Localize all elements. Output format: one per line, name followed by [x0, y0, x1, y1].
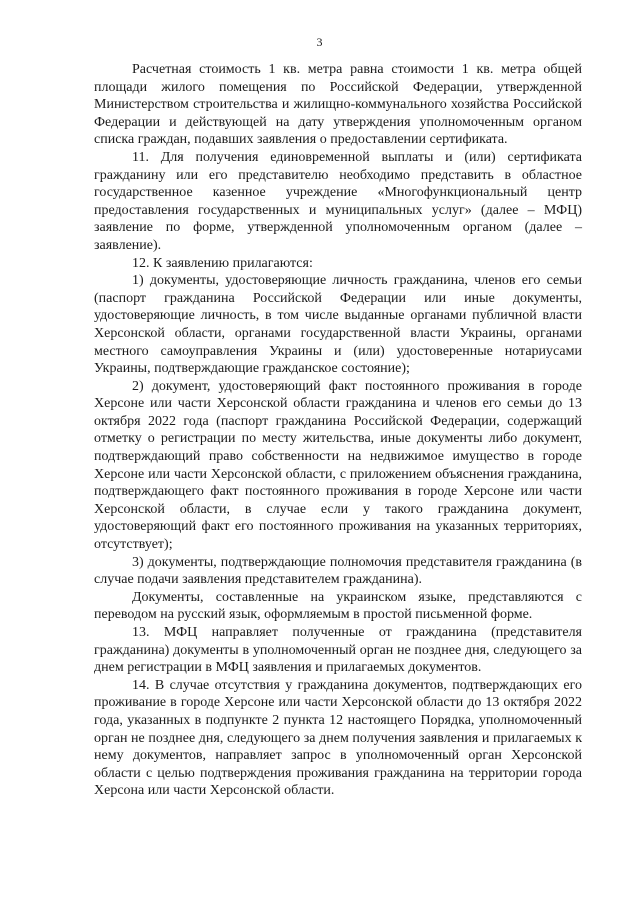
paragraph-11: 11. Для получения единовременной выплаты и (или) сертификата гражданину или его представителю необходимо представить в областное государственное казенное учреждение «Многофункциональный центр предоставления государственных и муниципальных услуг» (далее – МФЦ) заявление по форме, утвержденной уполномоченным органом (далее – заявление). [94, 149, 582, 253]
paragraph-12-item-3: 3) документы, подтверждающие полномочия представителя гражданина (в случае подачи заявления представителем гражданина). [94, 554, 582, 588]
paragraph-translation-note: Документы, составленные на украинском языке, представляются с переводом на русский язык, оформляемым в простой письменной форме. [94, 589, 582, 623]
paragraph-12-item-2: 2) документ, удостоверяющий факт постоянного проживания в городе Херсоне или части Херсонской области гражданина и членов его семьи до 13 октября 2022 года (паспорт гражданина Российской Федерации, содержащий отметку о регистрации по месту жительства, иные документы либо документ, подтверждающий право собственности на недвижимое имущество в городе Херсоне или части Херсонской области, с приложением объяснения гражданина, подтверждающего факт постоянного проживания в городе Херсоне или части Херсонской области, в случае если у такого гражданина документ, удостоверяющий факт его постоянного проживания на указанных территориях, отсутствует); [94, 378, 582, 553]
paragraph-12-heading: 12. К заявлению прилагаются: [132, 255, 313, 271]
document-body [94, 61, 582, 800]
paragraph-cost-definition: Расчетная стоимость 1 кв. метра равна стоимости 1 кв. метра общей площади жилого помещения по Российской Федерации, утвержденной Министерством строительства и жилищно-коммунального хозяйства Российской Федерации и действующей на дату утверждения уполномоченным органом списка граждан, подавших заявления о предоставлении сертификата. [94, 62, 582, 148]
page-number: 3 [316, 35, 323, 49]
paragraph-12-item-1: 1) документы, удостоверяющие личность гражданина, членов его семьи (паспорт гражданина Российской Федерации или иные документы, удостоверяющие личность, в том числе выданные органами публичной власти Херсонской области, органами государственной власти Украины, органами местного самоуправления Украины и (или) удостоверенные нотариусами Украины, подтверждающие гражданское состояние); [94, 273, 582, 377]
paragraph-13: 13. МФЦ направляет полученные от гражданина (представителя гражданина) документы в уполномоченный орган не позднее дня, следующего за днем регистрации в МФЦ заявления и прилагаемых документов. [94, 625, 582, 676]
paragraph-14: 14. В случае отсутствия у гражданина документов, подтверждающих его проживание в городе Херсоне или части Херсонской области до 13 октября 2022 года, указанных в подпункте 2 пункта 12 настоящего Порядка, уполномоченный орган не позднее дня, следующего за днем получения заявления и прилагаемых к нему документов, направляет запрос в уполномоченный орган Херсонской области с целью подтверждения проживания гражданина на территории города Херсона или части Херсонской области. [94, 677, 582, 799]
